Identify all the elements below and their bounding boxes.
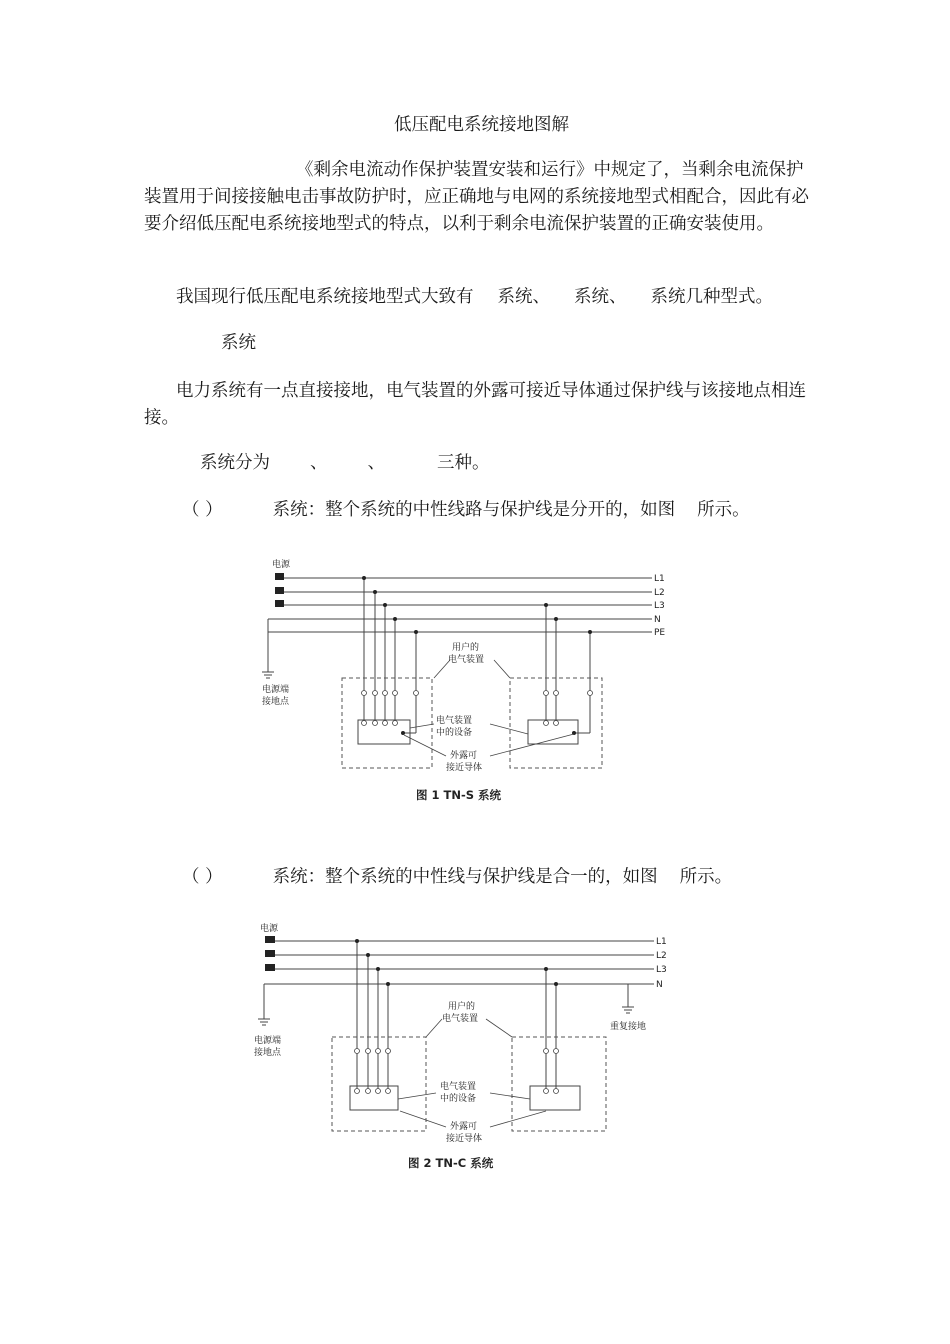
exposed-label-1: 外露可 bbox=[450, 751, 478, 761]
repeat-ground-label: 重复接地 bbox=[610, 1022, 647, 1032]
user-label-2: 电气装置 bbox=[442, 1014, 479, 1024]
types-text-b: 系统、 bbox=[497, 287, 550, 307]
line-label-n: N bbox=[656, 980, 663, 990]
item1-number: （ ） bbox=[182, 500, 223, 520]
split-text-d: 三种。 bbox=[437, 453, 490, 473]
source-label: 电源 bbox=[260, 924, 279, 934]
intro-text: 《剩余电流动作保护装置安装和运行》中规定了，当剩余电流保护装置用于间接接触电击事故防护时，应正确地与电网的系统接地型式相配合，因此有必要介绍低压配电系统接地型式的特点，以利于剩余电流保护装置的正确安装使用。 bbox=[144, 160, 809, 234]
figure-tn-s bbox=[250, 548, 670, 814]
equip-label-1: 电气装置 bbox=[436, 716, 473, 726]
exposed-label-1: 外露可 bbox=[450, 1122, 478, 1132]
types-text-c: 系统、 bbox=[574, 287, 627, 307]
line-label-l1: L1 bbox=[656, 937, 667, 947]
ground-label-1: 电源端 bbox=[262, 685, 290, 695]
item2-number: （ ） bbox=[182, 867, 223, 887]
item1-text: 系统：整个系统的中性线路与保护线是分开的，如图 bbox=[272, 500, 676, 520]
section-heading: 系统 bbox=[221, 333, 256, 353]
user-label-1: 用户的 bbox=[448, 1002, 476, 1012]
ground-label-2: 接地点 bbox=[254, 1048, 282, 1058]
document-title: 低压配电系统接地图解 bbox=[394, 115, 569, 135]
item1-end: 所示。 bbox=[697, 500, 750, 520]
exposed-label-2: 接近导体 bbox=[446, 1134, 483, 1144]
line-label-n: N bbox=[654, 615, 661, 625]
split-text-c: 、 bbox=[367, 453, 385, 473]
ground-label-2: 接地点 bbox=[262, 697, 290, 707]
line-label-l3: L3 bbox=[656, 965, 667, 975]
equip-label-2: 中的设备 bbox=[440, 1094, 477, 1104]
types-paragraph bbox=[176, 284, 773, 311]
definition-paragraph bbox=[144, 378, 810, 432]
exposed-label-2: 接近导体 bbox=[446, 763, 483, 773]
line-label-l2: L2 bbox=[654, 588, 665, 598]
definition-text: 电力系统有一点直接接地，电气装置的外露可接近导体通过保护线与该接地点相连接。 bbox=[144, 381, 806, 428]
intro-paragraph bbox=[144, 157, 810, 238]
equip-label-1: 电气装置 bbox=[440, 1082, 477, 1092]
equip-label-2: 中的设备 bbox=[436, 728, 473, 738]
line-label-l2: L2 bbox=[656, 951, 667, 961]
user-label-1: 用户的 bbox=[452, 643, 480, 653]
tn-c-diagram bbox=[250, 915, 670, 1177]
ground-label-1: 电源端 bbox=[254, 1036, 282, 1046]
types-text-a: 我国现行低压配电系统接地型式大致有 bbox=[176, 287, 474, 307]
figure-tn-c bbox=[250, 915, 670, 1181]
line-label-l1: L1 bbox=[654, 574, 665, 584]
item2-paragraph bbox=[182, 864, 732, 891]
tn-s-diagram bbox=[250, 548, 670, 810]
types-text-d: 系统几种型式。 bbox=[650, 287, 773, 307]
source-label: 电源 bbox=[272, 560, 291, 570]
split-paragraph bbox=[200, 450, 490, 477]
item2-text: 系统：整个系统的中性线与保护线是合一的，如图 bbox=[272, 867, 658, 887]
user-label-2: 电气装置 bbox=[448, 655, 485, 665]
line-label-l3: L3 bbox=[654, 601, 665, 611]
figure1-caption: 图 1 TN-S 系统 bbox=[416, 788, 502, 802]
item2-end: 所示。 bbox=[679, 867, 733, 887]
split-text-a: 系统分为 bbox=[200, 453, 270, 473]
line-label-pe: PE bbox=[654, 628, 666, 638]
item1-paragraph bbox=[182, 497, 750, 524]
figure2-caption: 图 2 TN-C 系统 bbox=[408, 1156, 494, 1170]
split-text-b: 、 bbox=[310, 453, 328, 473]
